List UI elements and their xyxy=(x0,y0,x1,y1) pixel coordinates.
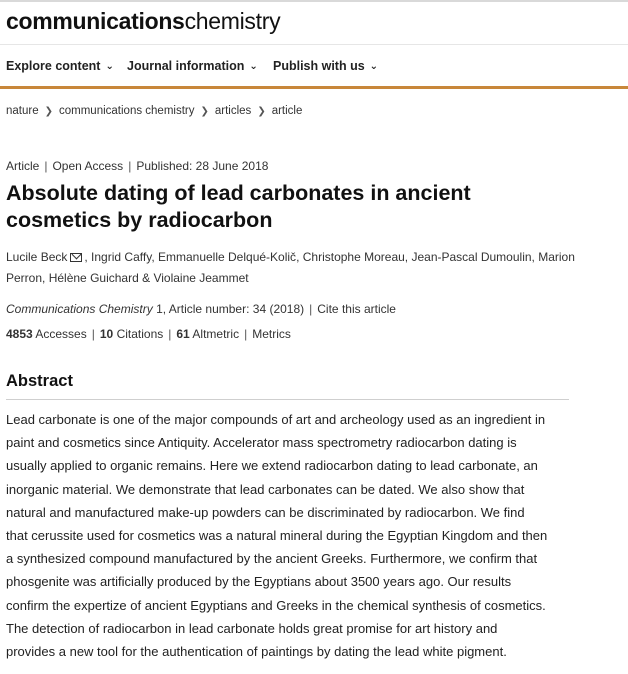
mail-icon[interactable] xyxy=(70,253,82,262)
chevron-right-icon: ❯ xyxy=(44,106,53,117)
abstract-heading: Abstract xyxy=(6,372,73,390)
chevron-down-icon: ⌄ xyxy=(105,61,114,72)
abstract-line: usually applied to organic remains. Here we extend radiocarbon dating to lead carbonate, an xyxy=(6,458,538,474)
citations-label: Citations xyxy=(116,327,164,341)
chevron-down-icon: ⌄ xyxy=(369,61,379,72)
altmetric-label: Altmetric xyxy=(192,327,240,341)
author-link[interactable]: Emmanuelle Delqué-Količ xyxy=(157,250,297,264)
abstract-line: confirm the expertize of ancient Egyptians and Greeks in the chemical synthesis of cosmetics. xyxy=(6,597,546,613)
journal-name: Communications Chemistry xyxy=(6,302,153,316)
breadcrumb-nature[interactable]: nature xyxy=(6,105,39,117)
nav-explore-content[interactable] xyxy=(6,59,114,73)
abstract-line: natural and manufactured make-up powders can be discriminated by radiocarbon. We find xyxy=(6,504,525,520)
altmetric-score: 61 xyxy=(176,327,190,341)
article-metrics: 4853 Accesses | 10 Citations | 61 Altmetric | Metrics xyxy=(6,327,291,341)
metrics-link[interactable]: Metrics xyxy=(252,327,291,341)
author-link[interactable]: Christophe Moreau xyxy=(302,250,405,264)
chevron-right-icon: ❯ xyxy=(200,106,209,117)
accesses-count: 4853 xyxy=(6,327,33,341)
journal-logo[interactable] xyxy=(6,8,280,35)
nav-publish-with-us[interactable] xyxy=(273,59,378,73)
author-link[interactable]: Ingrid Caffy xyxy=(91,250,152,264)
abstract-line: inorganic material. We demonstrate that lead carbonates can be dated. We also show that xyxy=(6,481,525,497)
citation-line: Communications Chemistry 1, Article number: 34 (2018) | Cite this article xyxy=(6,302,396,316)
citations-count: 10 xyxy=(99,327,114,341)
chevron-right-icon: ❯ xyxy=(257,106,266,117)
author-link[interactable]: Violaine Jeammet xyxy=(153,271,249,285)
abstract-line: a synthesized compound manufactured by the ancient Greeks. Furthermore, we confirm that xyxy=(6,551,538,567)
section-divider xyxy=(6,399,569,400)
article-title xyxy=(6,180,606,234)
breadcrumb-articles[interactable]: articles xyxy=(214,105,252,117)
cite-this-article-link[interactable]: Cite this article xyxy=(317,302,396,316)
article-meta: Article | Open Access | Published: 28 June 2018 xyxy=(6,159,269,173)
breadcrumb xyxy=(6,105,302,117)
author-link[interactable]: Marion Perron xyxy=(6,250,575,285)
nav-label: Explore content xyxy=(6,59,101,73)
abstract-line: that cerussite used for cosmetics was a natural mineral during the Egyptian Kingdom and then xyxy=(6,528,548,544)
breadcrumb-journal[interactable]: communications chemistry xyxy=(59,105,195,117)
breadcrumb-current: article xyxy=(271,105,303,117)
article-type: Article xyxy=(6,159,40,173)
main-nav xyxy=(0,45,628,89)
abstract-line: Lead carbonate is one of the major compounds of art and archeology used as an ingredient in xyxy=(6,412,546,427)
published-date: Published: 28 June 2018 xyxy=(136,159,269,173)
abstract-line: paint and cosmetics since Antiquity. Accelerator mass spectrometry radiocarbon dating is xyxy=(6,435,517,451)
abstract-line: The detection of radiocarbon in lead carbonate holds great promise for art history and xyxy=(6,620,498,636)
chevron-down-icon: ⌄ xyxy=(249,61,258,72)
nav-label: Journal information xyxy=(127,59,245,73)
volume-info: 1, Article number: 34 (2018) xyxy=(156,302,305,316)
logo-bold-text: communications xyxy=(6,8,185,34)
abstract-body xyxy=(6,408,572,663)
nav-label: Publish with us xyxy=(273,59,365,73)
author-link[interactable]: Lucile Beck xyxy=(6,250,68,264)
author-link[interactable]: Jean-Pascal Dumoulin xyxy=(411,250,532,264)
author-link[interactable]: Hélène Guichard xyxy=(48,271,139,285)
author-list: Lucile Beck , Ingrid Caffy, Emmanuelle Delqué-Količ, Christophe Moreau, Jean-Pascal Dumoulin, Marion Perron, Hélène Guichard & Violaine Jeammet xyxy=(6,250,575,285)
title-line-1: Absolute dating of lead carbonates in ancient xyxy=(6,181,471,205)
abstract-line: provides a new tool for the authentication of paintings by dating the lead white pigment. xyxy=(6,644,507,660)
nav-journal-information[interactable] xyxy=(127,59,258,73)
abstract-line: phosgenite was artificially produced by the Egyptians about 3500 years ago. Our results xyxy=(6,574,512,590)
logo-light-text: chemistry xyxy=(184,8,281,34)
title-line-2: cosmetics by radiocarbon xyxy=(6,208,273,232)
access-badge: Open Access xyxy=(52,159,124,173)
site-header xyxy=(0,0,628,45)
accesses-label: Accesses xyxy=(35,327,87,341)
